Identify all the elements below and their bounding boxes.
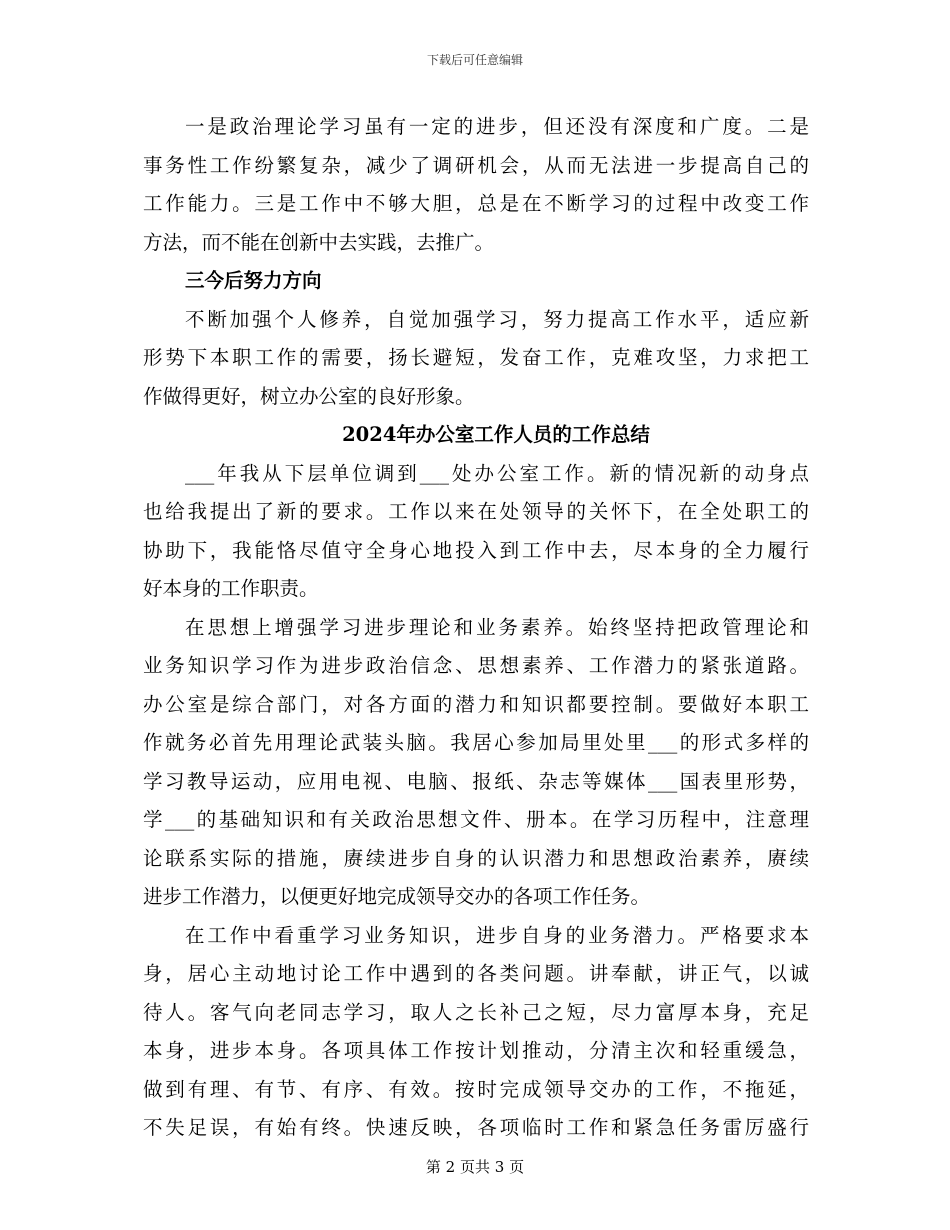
text-line: 事务性工作纷繁复杂，减少了调研机会，从而无法进一步提高自己的 bbox=[143, 153, 809, 177]
document-title: 2024年办公室工作人员的工作总结 bbox=[342, 423, 650, 446]
text-line: 不失足误，有始有终。快速反映，各项临时工作和紧急任务雷厉盛行 bbox=[143, 1116, 809, 1139]
text-line: 一是政治理论学习虽有一定的进步，但还没有深度和广度。二是 bbox=[185, 115, 809, 138]
text-line: 办公室是综合部门，对各方面的潜力和知识都要控制。要做好本职工 bbox=[143, 692, 809, 716]
text-line: 作就务必首先用理论武装头脑。我居心参加局里处里___的形式多样的 bbox=[143, 731, 809, 754]
text-line: 本身，进步本身。各项具体工作按计划推动，分清主次和轻重缓急， bbox=[143, 1039, 809, 1062]
text-line: 作做得更好，树立办公室的良好形象。 bbox=[143, 384, 475, 408]
text-line: 也给我提出了新的要求。工作以来在处领导的关怀下，在全处职工的 bbox=[143, 500, 809, 523]
page-footer: 第 2 页共 3 页 bbox=[425, 1158, 525, 1176]
page-header: 下载后可任意编辑 bbox=[426, 53, 523, 67]
text-line: 学___的基础知识和有关政治思想文件、册本。在学习历程中，注意理 bbox=[143, 808, 809, 831]
text-line: ___年我从下层单位调到___处办公室工作。新的情况新的动身点 bbox=[185, 461, 809, 485]
text-line: 协助下，我能恪尽值守全身心地投入到工作中去，尽本身的全力履行 bbox=[143, 538, 809, 562]
text-line: 形势下本职工作的需要，扬长避短，发奋工作，克难攻坚，力求把工 bbox=[143, 346, 809, 369]
text-line: 待人。客气向老同志学习，取人之长补己之短，尽力富厚本身，充足 bbox=[143, 1000, 809, 1024]
text-line: 业务知识学习作为进步政治信念、思想素养、工作潜力的紧张道路。 bbox=[143, 654, 809, 677]
text-line: 方法，而不能在创新中去实践，去推广。 bbox=[143, 230, 495, 254]
document-body bbox=[143, 108, 809, 1148]
text-line: 好本身的工作职责。 bbox=[143, 577, 319, 600]
text-line: 学习教导运动，应用电视、电脑、报纸、杂志等媒体___国表里形势， bbox=[143, 769, 809, 793]
text-line: 进步工作潜力，以便更好地完成领导交办的各项工作任务。 bbox=[143, 885, 651, 908]
text-line: 在思想上增强学习进步理论和业务素养。始终坚持把政管理论和 bbox=[185, 615, 809, 639]
text-line: 在工作中看重学习业务知识，进步自身的业务潜力。严格要求本 bbox=[185, 923, 809, 947]
text-line: 不断加强个人修养，自觉加强学习，努力提高工作水平，适应新 bbox=[185, 307, 809, 331]
text-line: 身，居心主动地讨论工作中遇到的各类问题。讲奉献，讲正气，以诚 bbox=[143, 962, 809, 985]
text-line: 论联系实际的措施，赓续进步自身的认识潜力和思想政治素养，赓续 bbox=[143, 846, 809, 870]
section-heading: 三今后努力方向 bbox=[185, 269, 322, 292]
text-line: 做到有理、有节、有序、有效。按时完成领导交办的工作，不拖延， bbox=[143, 1077, 809, 1101]
text-line: 工作能力。三是工作中不够大胆，总是在不断学习的过程中改变工作 bbox=[143, 192, 809, 215]
